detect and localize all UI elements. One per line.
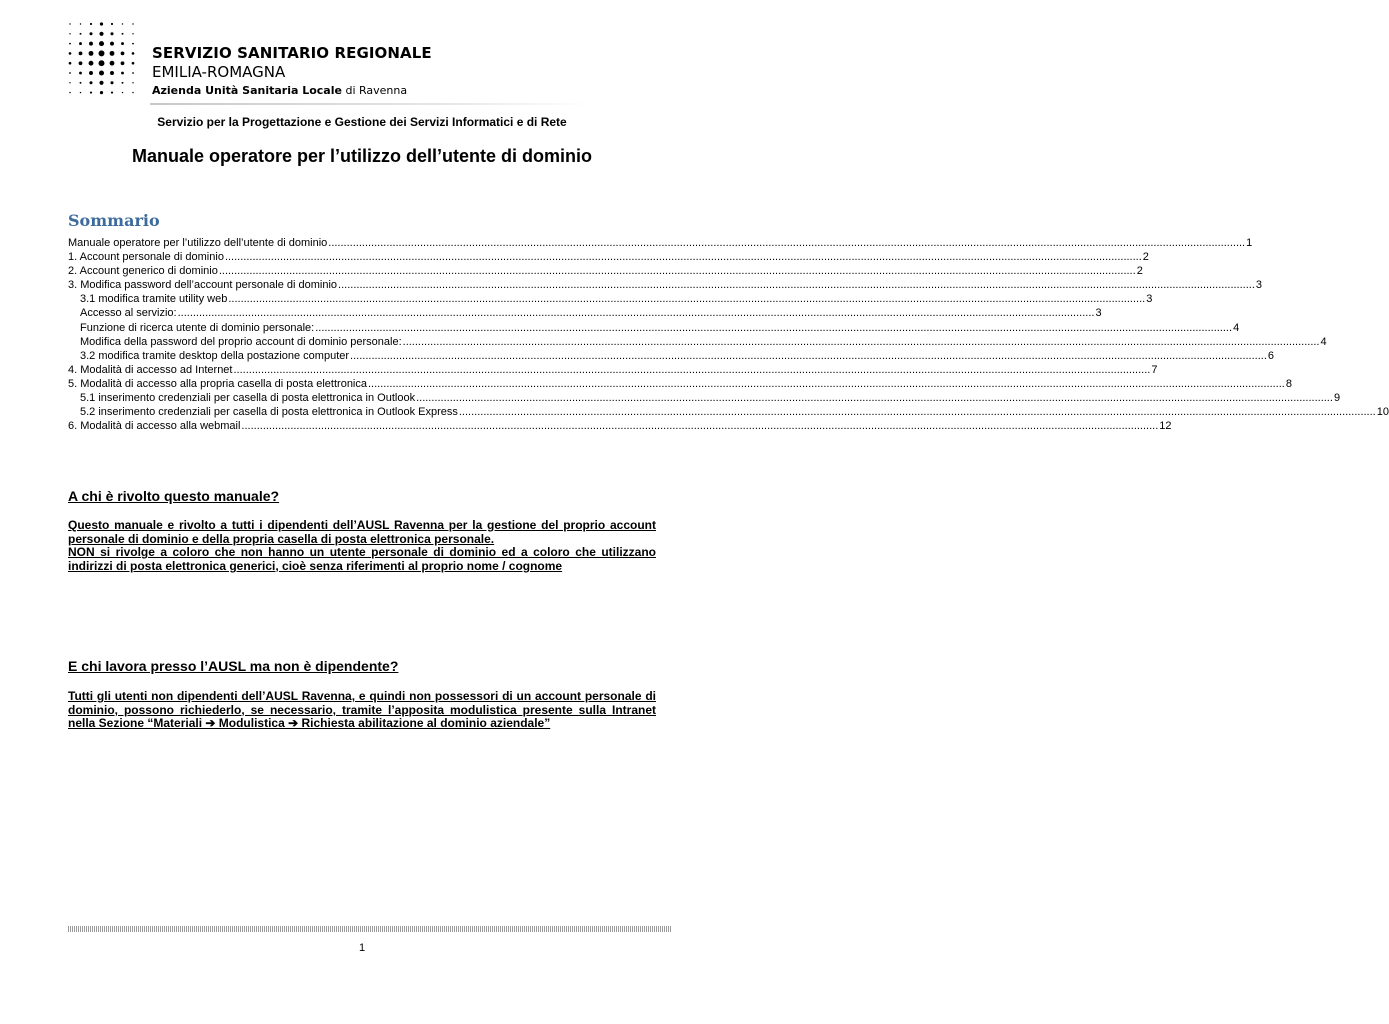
toc-leader-dots: ............................................................................................................................................................................................................................................................................................................ [416, 392, 1333, 405]
toc-entry-page: 7 [1151, 363, 1158, 376]
toc-entry-title: Manuale operatore per l’utilizzo dell’utente di dominio [68, 237, 328, 249]
toc-leader-dots: ............................................................................................................................................................................................................................................................................................................ [328, 237, 1246, 249]
toc-leader-dots: ............................................................................................................................................................................................................................................................................................................ [338, 279, 1255, 292]
toc-entry-title: Funzione di ricerca utente di dominio personale: [80, 321, 315, 334]
external-text [68, 690, 656, 731]
toc-entry-page: 12 [1159, 420, 1172, 433]
toc-entry-page: 9 [1333, 392, 1341, 405]
toc-entry-title: 6. Modalità di accesso alla webmail [68, 420, 241, 433]
toc-entry-page: 3 [1095, 307, 1102, 320]
external-paragraph-1: Tutti gli utenti non dipendenti dell’AUSL Ravenna, e quindi non possessori di un account personale di dominio, possono richiederlo, se necessario, tramite l’apposita modulistica presente sulla Intranet nella Sezione “Materiali ➔ Modulistica ➔ Richiesta abilitazione al dominio aziendale” [68, 689, 656, 731]
toc-entry[interactable] [68, 306, 1102, 320]
toc-entry-title: Accesso al servizio: [80, 307, 177, 320]
toc-entry-page: 6 [1267, 349, 1275, 362]
toc-entry-title: 1. Account personale di dominio [68, 251, 224, 264]
toc-entry-title: 5. Modalità di accesso alla propria casella di posta elettronica [68, 377, 367, 390]
toc-entry-title: Modifica della password del proprio account di dominio personale: [80, 335, 402, 348]
toc-entry[interactable] [68, 391, 1341, 405]
logo-line-3 [152, 81, 432, 101]
toc-entry[interactable] [68, 250, 1149, 264]
toc-entry[interactable] [68, 264, 1143, 278]
toc-entry[interactable] [68, 349, 1275, 363]
toc-leader-dots: ............................................................................................................................................................................................................................................................................................................ [368, 377, 1285, 390]
toc-entry-title: 3. Modifica password dell’account personale di dominio [68, 279, 338, 292]
toc-entry-title: 3.2 modifica tramite desktop della postazione computer [80, 349, 350, 362]
toc-heading: Sommario [68, 211, 160, 230]
toc-entry-page: 10 [1376, 406, 1389, 419]
logo-line-2: EMILIA-ROMAGNA [152, 63, 286, 81]
document-title: Manuale operatore per l’utilizzo dell’utente di dominio [131, 146, 593, 166]
logo-line-3-rest: di Ravenna [341, 84, 408, 97]
audience-text [68, 519, 656, 573]
toc-leader-dots: ............................................................................................................................................................................................................................................................................................................ [402, 335, 1320, 348]
logo-line-1: SERVIZIO SANITARIO REGIONALE [152, 44, 432, 62]
toc-entry[interactable] [68, 405, 1389, 419]
toc-entry-page: 8 [1285, 377, 1292, 390]
toc-leader-dots: ............................................................................................................................................................................................................................................................................................................ [315, 321, 1233, 334]
toc-leader-dots: ............................................................................................................................................................................................................................................................................................................ [241, 420, 1159, 433]
toc-entry-page: 4 [1233, 321, 1240, 334]
toc-entry-title: 5.1 inserimento credenziali per casella di posta elettronica in Outlook [80, 392, 416, 405]
toc-entry-page: 2 [1136, 265, 1143, 278]
toc-entry-page: 4 [1320, 335, 1327, 348]
toc-entry[interactable] [68, 321, 1240, 335]
dot-grid-logo-icon [66, 20, 138, 96]
toc-entry[interactable] [68, 292, 1153, 306]
audience-paragraph-1: Questo manuale e rivolto a tutti i dipendenti dell’AUSL Ravenna per la gestione del proprio account personale di dominio e della propria casella di posta elettronica personale. [68, 518, 656, 546]
ausl-logo [66, 20, 432, 100]
toc-entry-page: 2 [1142, 251, 1149, 264]
toc-entry-title: 3.1 modifica tramite utility web [80, 293, 228, 306]
audience-heading: A chi è rivolto questo manuale? [68, 488, 280, 504]
service-name: Servizio per la Progettazione e Gestione dei Servizi Informatici e di Rete [157, 115, 567, 129]
logo-text [152, 44, 432, 101]
toc-entry[interactable] [68, 278, 1263, 292]
toc-entry-title: 5.2 inserimento credenziali per casella di posta elettronica in Outlook Express [80, 406, 458, 419]
external-heading: E chi lavora presso l’AUSL ma non è dipendente? [68, 658, 399, 674]
toc-entry[interactable] [68, 377, 1292, 391]
page-number: 1 [358, 942, 366, 954]
footer-divider [68, 926, 672, 932]
toc-entry-page: 3 [1146, 293, 1153, 306]
toc-entry-title: 4. Modalità di accesso ad Internet [68, 363, 233, 376]
toc-entry[interactable] [68, 335, 1327, 349]
toc-leader-dots: ............................................................................................................................................................................................................................................................................................................ [224, 251, 1142, 264]
toc-leader-dots: ............................................................................................................................................................................................................................................................................................................ [228, 293, 1146, 306]
logo-line-3-bold: Azienda Unità Sanitaria Locale [152, 84, 342, 97]
audience-paragraph-2: NON si rivolge a coloro che non hanno un utente personale di dominio ed a coloro che utilizzano indirizzi di posta elettronica generici, cioè senza riferimenti al proprio nome / cognome [68, 545, 656, 573]
toc-leader-dots: ............................................................................................................................................................................................................................................................................................................ [177, 307, 1095, 320]
toc-leader-dots: ............................................................................................................................................................................................................................................................................................................ [218, 265, 1136, 278]
toc-entry[interactable] [68, 363, 1158, 377]
toc-entry-title: 2. Account generico di dominio [68, 265, 218, 278]
table-of-contents [68, 236, 1389, 433]
toc-leader-dots: ............................................................................................................................................................................................................................................................................................................ [458, 406, 1376, 419]
header-divider [150, 103, 590, 105]
toc-leader-dots: ............................................................................................................................................................................................................................................................................................................ [233, 363, 1151, 376]
toc-entry-page: 1 [1246, 237, 1253, 249]
toc-entry[interactable] [68, 419, 1172, 433]
toc-entry[interactable] [68, 236, 1253, 250]
toc-entry-page: 3 [1255, 279, 1263, 292]
toc-leader-dots: ............................................................................................................................................................................................................................................................................................................ [350, 349, 1267, 362]
